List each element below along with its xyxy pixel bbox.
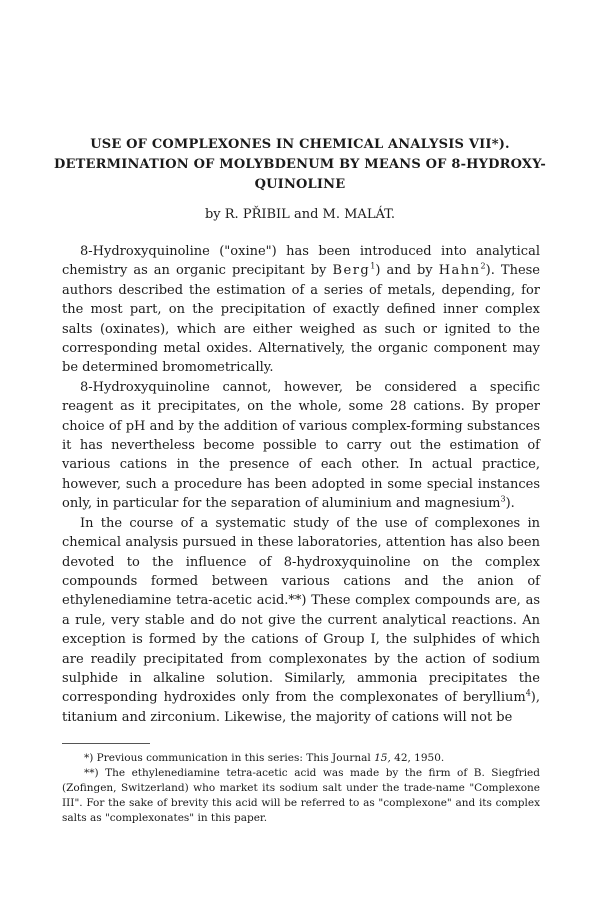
- reference-3: 3: [500, 494, 506, 504]
- p2-text-a: 8-Hydroxyquinoline cannot, however, be considered a specific reagent as it precipitates, on the whole, some 28 cations. By proper choice of pH and by the addition of various complex-forming substances it has nevertheless become possible to carry out the estimation of various cations in the presence of each other. In actual practice, however, such a procedure has been adopted in some special instances only, in particular for the separation of aluminium and magnesium: [62, 379, 540, 512]
- name-hahn: Hahn: [438, 263, 481, 279]
- footnote-2: **) The ethylenediamine tetra-acetic acid was made by the firm of B. Siegfried (Zofingen, Switzerland) who market its sodium salt under the trade-name "Complexone III". For the sake of brevity this acid will be referred to as "complexone" and its complex salts as "complexonates" in this paper.: [62, 767, 540, 824]
- author-1: R. PŘIBIL: [224, 207, 290, 222]
- footnote-1: [62, 751, 540, 766]
- p1-text-a: 8-Hydroxyquinoline ("oxine") has been introduced into analytical chemistry as an organic precipitant by: [62, 244, 540, 279]
- reference-4: 4: [525, 689, 531, 699]
- p1-text-c: ). These authors described the estimation of a series of metals, depending, for the most part, on the precipitation of exactly defined inner complex salts (oxinates), which are either weighed as such or ignited to the corresponding metal oxides. Alternatively, the organic component may be determined bromometrically.: [62, 263, 540, 376]
- footnote-1-text: *) Previous communication in this series: This Journal: [84, 752, 371, 764]
- paragraph-3: [62, 514, 540, 727]
- p1-text-b: ) and by: [375, 263, 433, 279]
- title-line-3: QUINOLINE: [254, 177, 346, 192]
- author-2: M. MALÁT.: [322, 207, 396, 222]
- footnote-1-pages: 42, 1950.: [394, 752, 445, 764]
- title-line-1: USE OF COMPLEXONES IN CHEMICAL ANALYSIS VII*).: [90, 137, 510, 152]
- footnote-divider: [62, 743, 150, 744]
- reference-2: 2: [480, 262, 486, 272]
- name-berg: Berg: [332, 263, 371, 279]
- p3-text-a: In the course of a systematic study of the use of complexones in chemical analysis pursued in these laboratories, attention has also been devoted to the influence of 8-hydroxyquinoline on the complex compounds formed between various cations and the anion of ethylenediamine tetra-acetic acid.**) These complex compounds are, as a rule, very stable and do not give the current analytical reactions. An exception is formed by the cations of Group I, the sulphides of which are readily precipitated from complexonates by the action of sodium sulphide in alkaline solution. Similarly, ammonia precipitates the corresponding hydroxides only from the complexonates of beryllium: [62, 515, 540, 706]
- paragraph-1: [62, 242, 540, 378]
- footnotes: [62, 751, 540, 826]
- byline-and: and: [293, 207, 319, 222]
- reference-1: 1: [370, 262, 376, 272]
- p2-text-b: ).: [505, 496, 515, 512]
- footnote-1-volume: 15,: [374, 752, 391, 764]
- p3-text-b: ), titanium and zirconium. Likewise, the majority of cations will not be: [62, 690, 540, 725]
- byline: [0, 207, 600, 222]
- paragraph-2: [62, 378, 540, 514]
- article-title: [40, 135, 560, 195]
- byline-prefix: by: [204, 207, 221, 222]
- article-body: [62, 242, 540, 727]
- title-line-2: DETERMINATION OF MOLYBDENUM BY MEANS OF 8-HYDROXY-: [54, 157, 546, 172]
